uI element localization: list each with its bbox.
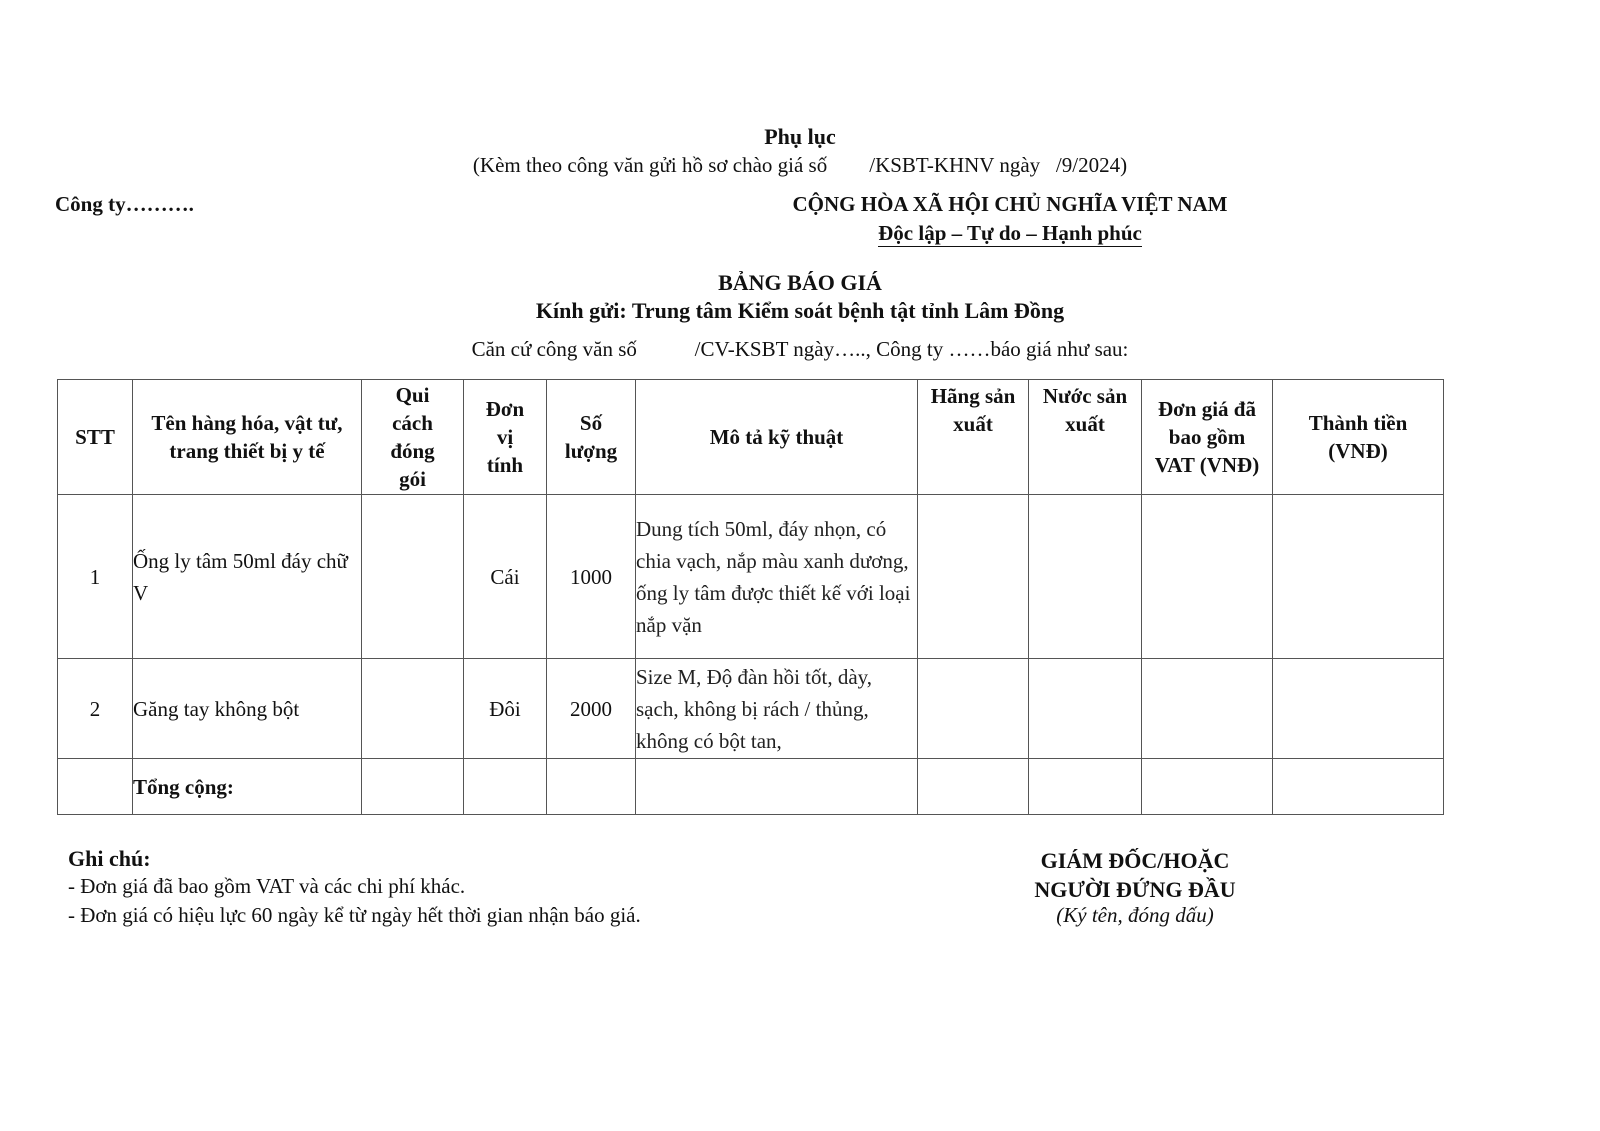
signature-line-1: GIÁM ĐỐC/HOẶC [1040,848,1230,873]
table-header-row [58,380,1444,495]
intro-line: Căn cứ công văn số /CV-KSBT ngày….., Công ty ……báo giá như sau: [471,337,1129,361]
cell-stt: 1 [58,495,133,659]
cell-manufacturer [918,495,1029,659]
header-qty: Số lượng [547,380,636,495]
header-stt: STT [58,380,133,495]
header-packing: Qui cách đóng gói [362,380,464,495]
quotation-table [57,379,1444,815]
cell-empty [918,759,1029,815]
cell-empty [1029,759,1142,815]
cell-country [1029,659,1142,759]
cell-qty: 2000 [547,659,636,759]
cell-empty [1142,759,1273,815]
header-unit: Đơn vị tính [464,380,547,495]
appendix-subtitle: (Kèm theo công văn gửi hồ sơ chào giá số /KSBT-KHNV ngày /9/2024) [472,153,1128,177]
table-row [58,495,1444,659]
cell-empty [636,759,918,815]
cell-qty: 1000 [547,495,636,659]
cell-packing [362,495,464,659]
cell-empty [362,759,464,815]
header-total: Thành tiền (VNĐ) [1273,380,1444,495]
signature-note: (Ký tên, đóng dấu) [1056,903,1214,927]
document-title: BẢNG BÁO GIÁ [718,270,882,295]
total-label: Tổng cộng: [133,759,362,815]
cell-desc: Size M, Độ đàn hồi tốt, dày, sạch, không bị rách / thủng, không có bột tan, [636,659,918,759]
cell-unit: Cái [464,495,547,659]
note-item: - Đơn giá đã bao gồm VAT và các chi phí khác. [68,874,466,898]
header-country: Nước sản xuất [1029,380,1142,495]
notes-title: Ghi chú: [68,846,151,871]
signature-title [935,846,1335,904]
cell-total [1273,659,1444,759]
signature-line-2: NGƯỜI ĐỨNG ĐẦU [1034,877,1236,902]
cell-empty [464,759,547,815]
national-motto [430,221,1590,246]
addressee: Kính gửi: Trung tâm Kiểm soát bệnh tật tỉnh Lâm Đồng [535,298,1065,323]
header-name: Tên hàng hóa, vật tư, trang thiết bị y tế [133,380,362,495]
cell-country [1029,495,1142,659]
header-price: Đơn giá đã bao gồm VAT (VNĐ) [1142,380,1273,495]
table-total-row [58,759,1444,815]
cell-name: Ống ly tâm 50ml đáy chữ V [133,495,362,659]
cell-price [1142,495,1273,659]
cell-empty [58,759,133,815]
company-name: Công ty………. [55,192,194,216]
note-item: - Đơn giá có hiệu lực 60 ngày kể từ ngày hết thời gian nhận báo giá. [68,903,641,927]
cell-empty [1273,759,1444,815]
cell-packing [362,659,464,759]
cell-price [1142,659,1273,759]
cell-desc: Dung tích 50ml, đáy nhọn, có chia vạch, nắp màu xanh dương, ống ly tâm được thiết kế với loại nắp vặn [636,495,918,659]
cell-total [1273,495,1444,659]
cell-empty [547,759,636,815]
table-row [58,659,1444,759]
header-desc: Mô tả kỹ thuật [636,380,918,495]
cell-manufacturer [918,659,1029,759]
national-title: CỘNG HÒA XÃ HỘI CHỦ NGHĨA VIỆT NAM [792,192,1228,216]
cell-stt: 2 [58,659,133,759]
cell-unit: Đôi [464,659,547,759]
motto-text: Độc lập – Tự do – Hạnh phúc [878,221,1142,245]
header-manufacturer: Hãng sản xuất [918,380,1029,495]
cell-name: Găng tay không bột [133,659,362,759]
appendix-title: Phụ lục [764,124,836,149]
